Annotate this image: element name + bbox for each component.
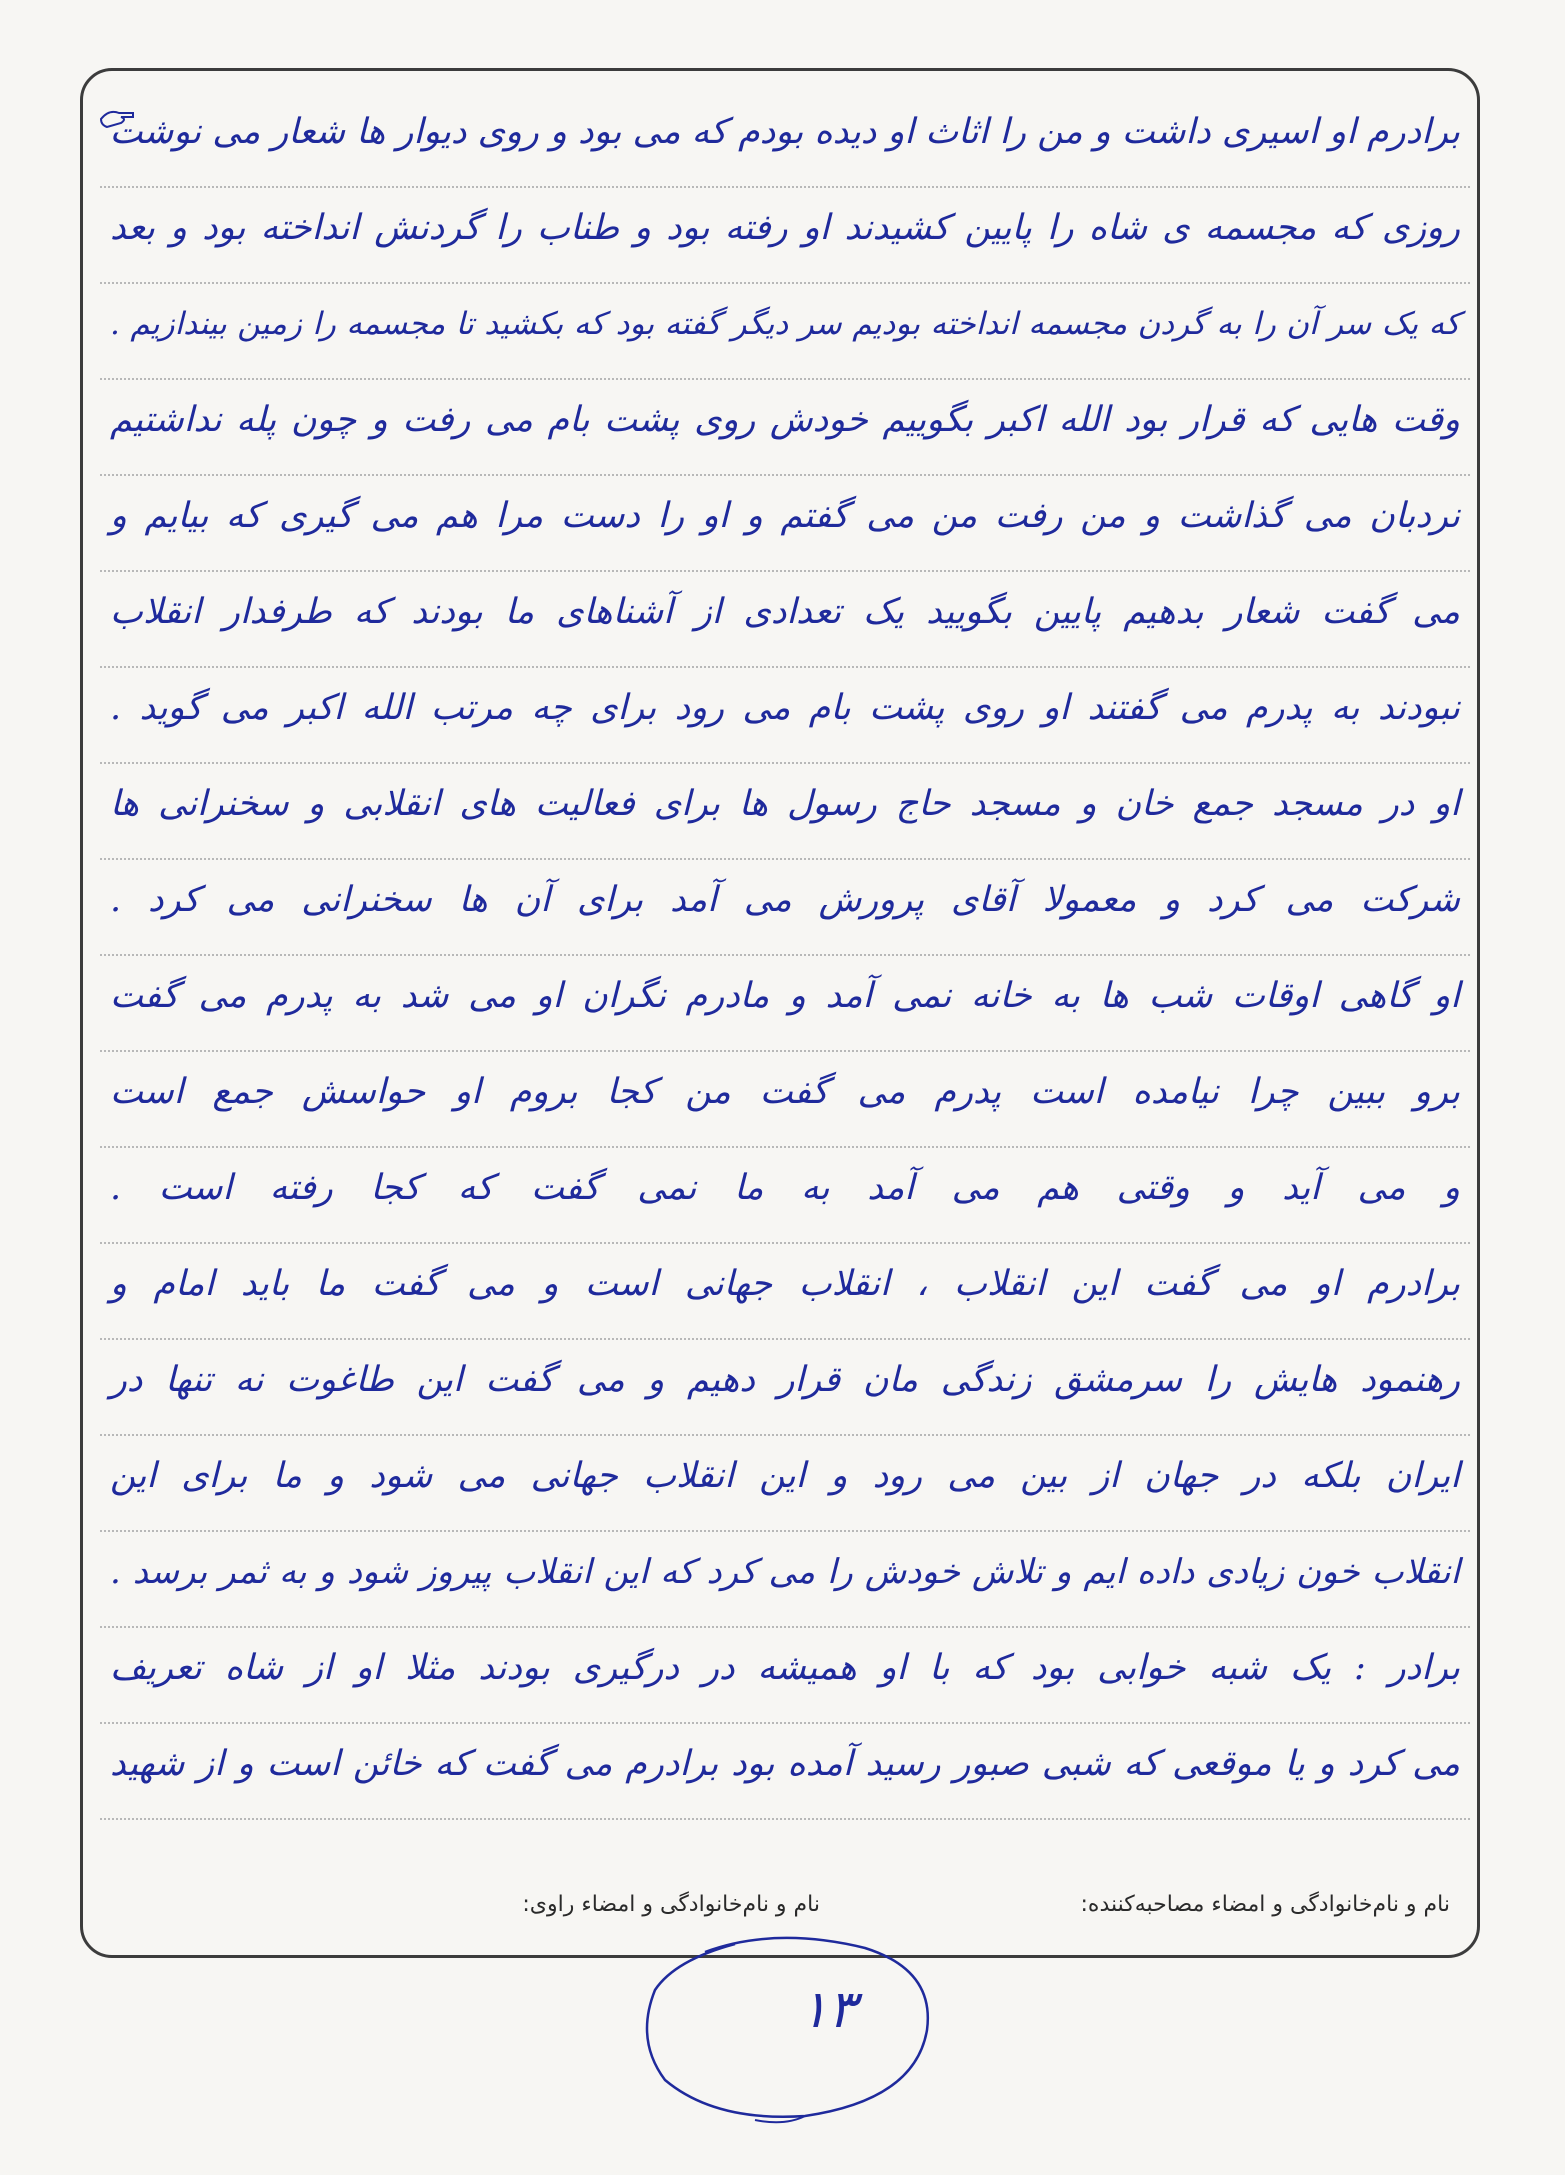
handwritten-line: او در مسجد جمع خان و مسجد حاج رسول ها برای فعالیت های انقلابی و سخنرانی ها [100,764,1470,860]
handwritten-line: ایران بلکه در جهان از بین می رود و این انقلاب جهانی می شود و ما برای این [100,1436,1470,1532]
handwritten-line: او گاهی اوقات شب ها به خانه نمی آمد و مادرم نگران او می شد به پدرم می گفت [100,956,1470,1052]
narrator-signature-label: نام و نام‌خانوادگی و امضاء راوی: [522,1892,820,1917]
page-number: ۱۳ [800,1980,856,2040]
handwritten-line: انقلاب خون زیادی داده ایم و تلاش خودش را می کرد که این انقلاب پیروز شود و به ثمر برسد . [100,1532,1470,1628]
page-number-circle [635,1930,935,2130]
handwritten-line: روزی که مجسمه ی شاه را پایین کشیدند او رفته بود و طناب را گردنش انداخته بود و بعد [100,188,1470,284]
handwritten-line: و می آید و وقتی هم می آمد به ما نمی گفت که کجا رفته است . [100,1148,1470,1244]
interviewer-signature-label: نام و نام‌خانوادگی و امضاء مصاحبه‌کننده: [1080,1892,1450,1917]
handwritten-line: برادر : یک شبه خوابی بود که با او همیشه در درگیری بودند مثلا او از شاه تعریف [100,1628,1470,1724]
handwritten-line: می کرد و یا موقعی که شبی صبور رسید آمده بود برادرم می گفت که خائن است و از شهید [100,1724,1470,1820]
handwritten-line: برادرم او اسیری داشت و من را اثاث او دیده بودم که می بود و روی دیوار ها شعار می نوشت [100,92,1470,188]
handwritten-line: برو ببین چرا نیامده است پدرم می گفت من کجا بروم او حواسش جمع است [100,1052,1470,1148]
handwritten-text-block [100,92,1470,1820]
handwritten-line: برادرم او می گفت این انقلاب ، انقلاب جهانی است و می گفت ما باید امام و [100,1244,1470,1340]
handwritten-line: وقت هایی که قرار بود الله اکبر بگوییم خودش روی پشت بام می رفت و چون پله نداشتیم [100,380,1470,476]
handwritten-line: که یک سر آن را به گردن مجسمه انداخته بودیم سر دیگر گفته بود که بکشید تا مجسمه را زمین بیندازیم . [100,284,1470,380]
handwritten-line: نردبان می گذاشت و من رفت من می گفتم و او را دست مرا هم می گیری که بیایم و [100,476,1470,572]
handwritten-line: رهنمود هایش را سرمشق زندگی مان قرار دهیم و می گفت این طاغوت نه تنها در [100,1340,1470,1436]
handwritten-line: نبودند به پدرم می گفتند او روی پشت بام می رود برای چه مرتب الله اکبر می گوید . [100,668,1470,764]
handwritten-line: می گفت شعار بدهیم پایین بگویید یک تعدادی از آشناهای ما بودند که طرفدار انقلاب [100,572,1470,668]
handwritten-line: شرکت می کرد و معمولا آقای پرورش می آمد برای آن ها سخنرانی می کرد . [100,860,1470,956]
